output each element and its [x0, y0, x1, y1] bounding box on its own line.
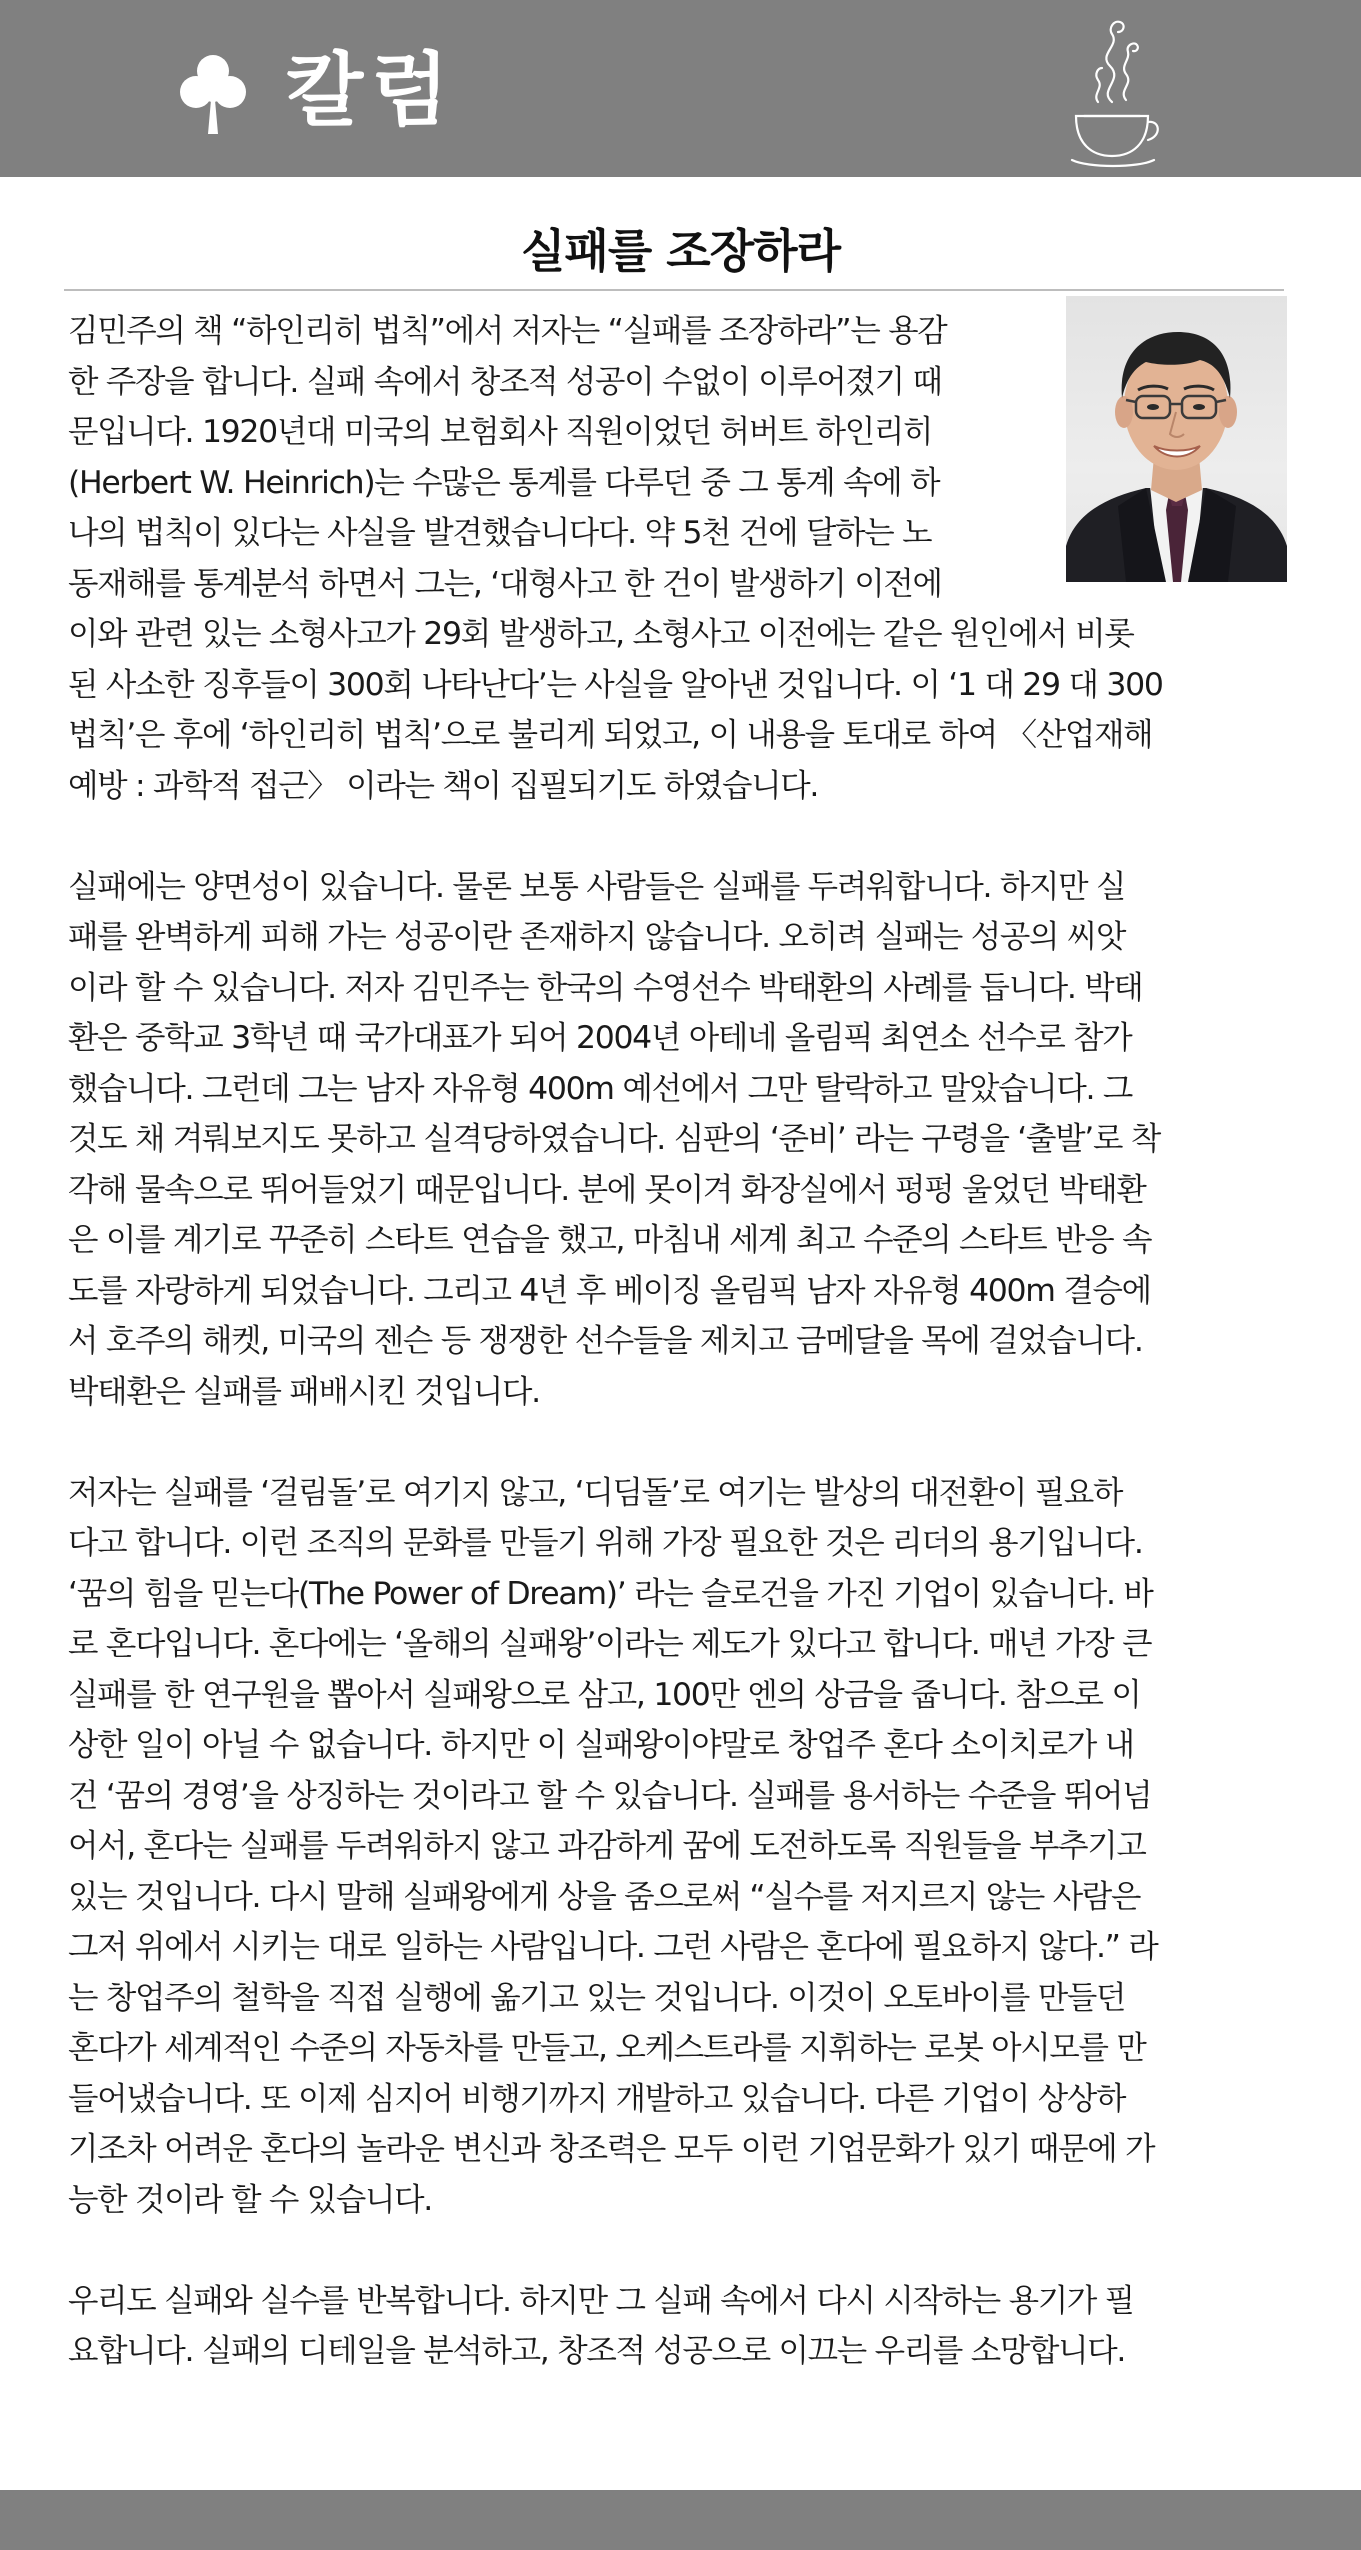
article-paragraph-2 — [68, 862, 1288, 1418]
text-line: 나의 법칙이 있다는 사실을 발견했습니다다. 약 5천 건에 달하는 노 — [68, 515, 932, 551]
text-line: ‘꿈의 힘을 믿는다(The Power of Dream)’ 라는 슬로건을 가진 기업이 있습니다. 바 — [68, 1575, 1153, 1612]
text-line: 실패에는 양면성이 있습니다. 물론 보통 사람들은 실패를 두려워합니다. 하지만 실 — [68, 868, 1126, 905]
text-line: 로 혼다입니다. 혼다에는 ‘올해의 실패왕’이라는 제도가 있다고 합니다. 매년 가장 큰 — [68, 1626, 1152, 1662]
text-line: 우리도 실패와 실수를 반복합니다. 하지만 그 실패 속에서 다시 시작하는 용기가 필 — [68, 2282, 1134, 2319]
text-line: 패를 완벽하게 피해 가는 성공이란 존재하지 않습니다. 오히려 실패는 성공의 씨앗 — [68, 919, 1126, 955]
text-line: 있는 것입니다. 다시 말해 실패왕에게 상을 줌으로써 “실수를 저지르지 않는 사람은 — [68, 1878, 1141, 1915]
text-line: 법칙’은 후에 ‘하인리히 법칙’으로 불리게 되었고, 이 내용을 토대로 하여 〈산업재해 — [68, 717, 1153, 753]
article-title: 실패를 조장하라 — [520, 224, 841, 278]
text-line: 저자는 실패를 ‘걸림돌’로 여기지 않고, ‘디딤돌’로 여기는 발상의 대전환이 필요하 — [68, 1474, 1123, 1511]
header-bar — [0, 0, 1361, 177]
article-body — [68, 306, 1288, 2427]
text-line: 그저 위에서 시키는 대로 일하는 사람입니다. 그런 사람은 혼다에 필요하지 않다.” 라 — [68, 1929, 1158, 1965]
text-line: 기조차 어려운 혼다의 놀라운 변신과 창조력은 모두 이런 기업문화가 있기 때문에 가 — [68, 2131, 1155, 2167]
text-line: 서 호주의 해켓, 미국의 젠슨 등 쟁쟁한 선수들을 제치고 금메달을 목에 걸었습니다. — [68, 1323, 1143, 1359]
text-line: 동재해를 통계분석 하면서 그는, ‘대형사고 한 건이 발생하기 이전에 — [68, 565, 942, 602]
text-line: 예방 : 과학적 접근〉 이라는 책이 집필되기도 하였습니다. — [68, 767, 819, 804]
text-line: 어서, 혼다는 실패를 두려워하지 않고 과감하게 꿈에 도전하도록 직원들을 부추기고 — [68, 1828, 1146, 1864]
text-line: 했습니다. 그런데 그는 남자 자유형 400m 예선에서 그만 탈락하고 말았습니다. 그 — [68, 1070, 1133, 1107]
text-line: 문입니다. 1920년대 미국의 보험회사 직원이었던 허버트 하인리히 — [68, 414, 933, 450]
article-paragraph-1 — [68, 306, 1288, 811]
text-line: 이라 할 수 있습니다. 저자 김민주는 한국의 수영선수 박태환의 사례를 듭니다. 박태 — [68, 969, 1143, 1006]
title-divider — [64, 289, 1284, 291]
text-line: 는 창업주의 철학을 직접 실행에 옮기고 있는 것입니다. 이것이 오토바이를 만들던 — [68, 1979, 1126, 2016]
text-line: 요합니다. 실패의 디테일을 분석하고, 창조적 성공으로 이끄는 우리를 소망합니다. — [68, 2333, 1126, 2369]
text-line: 다고 합니다. 이런 조직의 문화를 만들기 위해 가장 필요한 것은 리더의 용기입니다. — [68, 1525, 1143, 1561]
section-label: 칼럼 — [286, 44, 457, 137]
text-line: 이와 관련 있는 소형사고가 29회 발생하고, 소형사고 이전에는 같은 원인에서 비롯 — [68, 616, 1134, 652]
text-line: 김민주의 책 “하인리히 법칙”에서 저자는 “실패를 조장하라”는 용감 — [68, 313, 947, 349]
text-line: 환은 중학교 3학년 때 국가대표가 되어 2004년 아테네 올림픽 최연소 선수로 참가 — [68, 1020, 1132, 1056]
text-line: 실패를 한 연구원을 뽑아서 실패왕으로 삼고, 100만 엔의 상금을 줍니다. 참으로 이 — [68, 1676, 1141, 1713]
footer-bar — [0, 2490, 1361, 2550]
text-line: 박태환은 실패를 패배시킨 것입니다. — [68, 1373, 540, 1410]
text-line: 은 이를 계기로 꾸준히 스타트 연습을 했고, 마침내 세계 최고 수준의 스타트 반응 속 — [68, 1222, 1152, 1258]
steaming-cup-icon — [1068, 10, 1160, 170]
text-line: 도를 자랑하게 되었습니다. 그리고 4년 후 베이징 올림픽 남자 자유형 400m 결승에 — [68, 1272, 1151, 1309]
article-paragraph-3 — [68, 1468, 1288, 2226]
text-line: 건 ‘꿈의 경영’을 상징하는 것이라고 할 수 있습니다. 실패를 용서하는 수준을 뛰어넘 — [68, 1777, 1152, 1814]
clover-icon — [178, 52, 248, 136]
text-line: 상한 일이 아닐 수 없습니다. 하지만 이 실패왕이야말로 창업주 혼다 소이치로가 내 — [68, 1727, 1134, 1763]
article-paragraph-4 — [68, 2276, 1288, 2377]
text-line: 능한 것이라 할 수 있습니다. — [68, 2181, 432, 2218]
text-line: (Herbert W. Heinrich)는 수많은 통계를 다루던 중 그 통계 속에 하 — [68, 464, 940, 501]
text-line: 들어냈습니다. 또 이제 심지어 비행기까지 개발하고 있습니다. 다른 기업이 상상하 — [68, 2080, 1126, 2117]
text-line: 된 사소한 징후들이 300회 나타난다’는 사실을 알아낸 것입니다. 이 ‘1 대 29 대 300 — [68, 666, 1163, 703]
text-line: 것도 채 겨뤄보지도 못하고 실격당하였습니다. 심판의 ‘준비’ 라는 구령을 ‘출발’로 착 — [68, 1121, 1160, 1157]
text-line: 한 주장을 합니다. 실패 속에서 창조적 성공이 수없이 이루어졌기 때 — [68, 363, 942, 400]
text-line: 각해 물속으로 뛰어들었기 때문입니다. 분에 못이겨 화장실에서 펑펑 울었던 박태환 — [68, 1171, 1146, 1208]
text-line: 혼다가 세계적인 수준의 자동차를 만들고, 오케스트라를 지휘하는 로봇 아시모를 만 — [68, 2030, 1146, 2066]
